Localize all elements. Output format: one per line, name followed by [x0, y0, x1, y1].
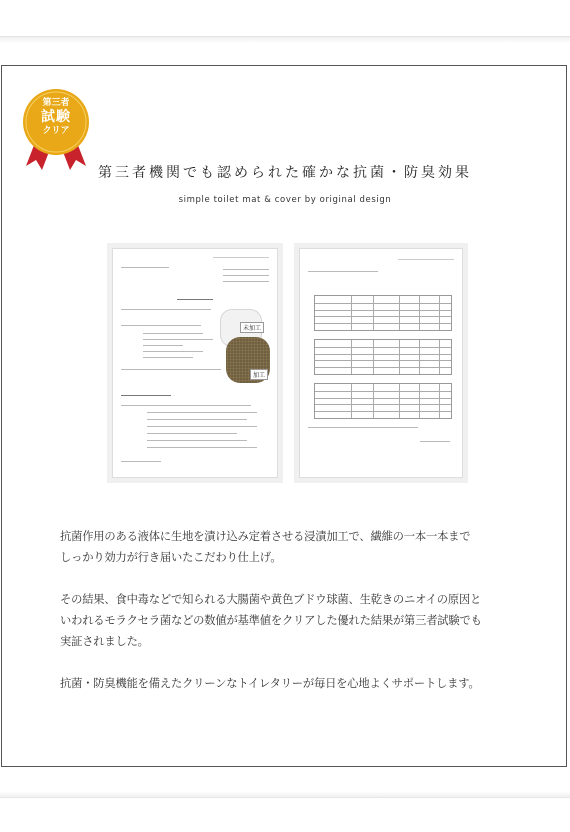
badge-line1: 第三者 [42, 98, 70, 108]
top-shadow [0, 37, 570, 43]
paragraph-3-line-1: 抗菌・防臭機能を備えたクリーンなトイレタリーが毎日を心地よくサポートします。 [60, 677, 480, 690]
untreated-tag: 未加工 [240, 322, 264, 333]
badge-line3: クリア [42, 126, 70, 136]
bottom-band [0, 797, 570, 832]
results-table-2 [314, 339, 452, 375]
badge-line2: 試験 [41, 109, 71, 125]
treated-tag: 加工 [250, 369, 268, 380]
results-table-3 [314, 383, 452, 419]
section-subheading: simple toilet mat & cover by original design [178, 195, 392, 205]
paragraph-1-line-2: しっかり効力が行き届いたこだわり仕上げ。 [60, 551, 282, 564]
paragraph-1 [60, 526, 520, 568]
test-report-page-2 [300, 249, 462, 477]
paragraph-2-line-1: その結果、食中毒などで知られる大腸菌や黄色ブドウ球菌、生乾きのニオイの原因と [60, 593, 482, 606]
results-table-1 [314, 295, 452, 331]
third-party-test-badge [22, 88, 90, 170]
test-report-page-1 [113, 249, 277, 477]
paragraph-2-line-2: いわれるモラクセラ菌などの数値が基準値をクリアした優れた結果が第三者試験でも [60, 614, 482, 627]
paragraph-3 [60, 673, 520, 694]
paragraph-2 [60, 589, 520, 652]
paragraph-1-line-1: 抗菌作用のある液体に生地を漬け込み定着させる浸漬加工で、繊維の一本一本まで [60, 530, 471, 543]
top-band [0, 0, 570, 37]
description-text [60, 526, 520, 715]
paragraph-2-line-3: 実証されました。 [60, 635, 149, 648]
section-heading: 第三者機関でも認められた確かな抗菌・防臭効果 [98, 165, 472, 181]
